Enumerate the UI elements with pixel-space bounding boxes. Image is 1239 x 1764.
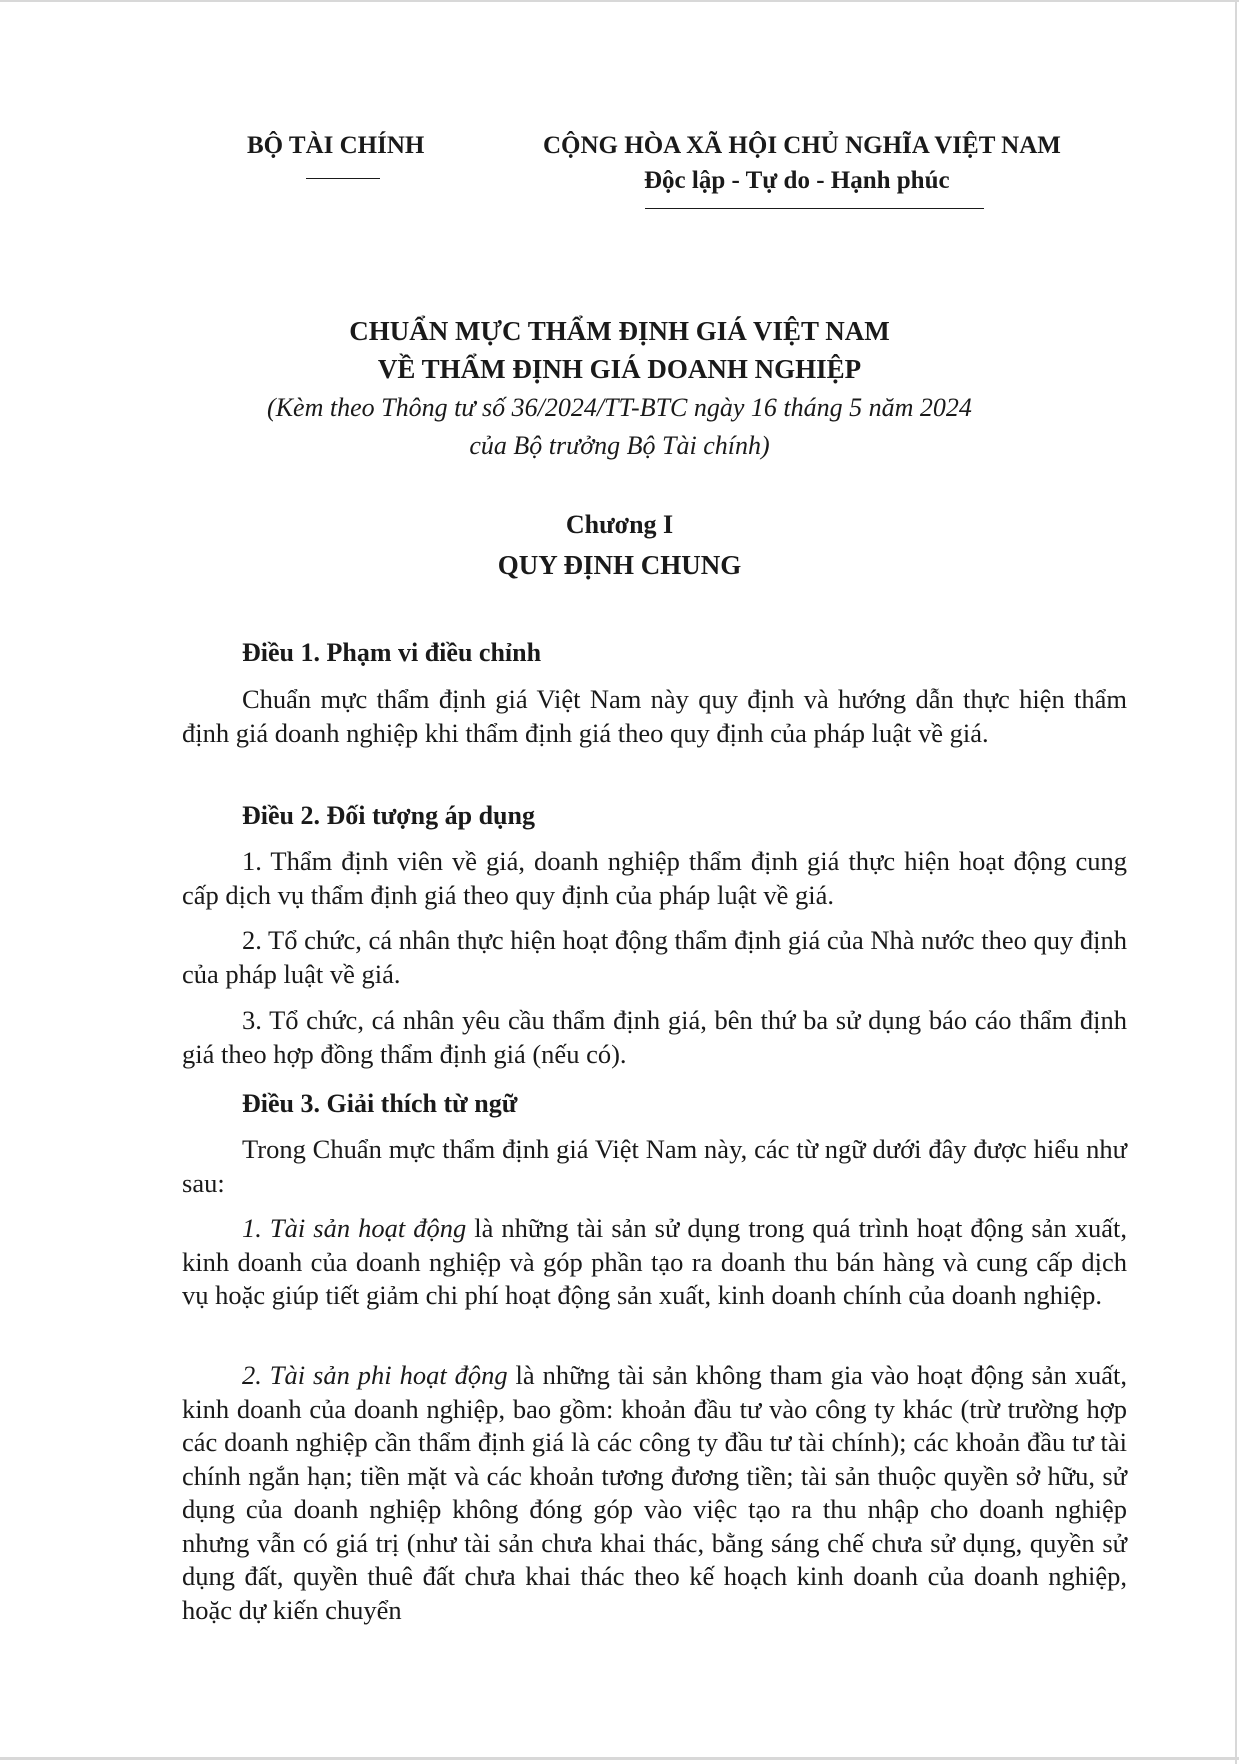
- article-1-heading: Điều 1. Phạm vi điều chỉnh: [242, 638, 542, 667]
- article-2-item-2-text: 2. Tổ chức, cá nhân thực hiện hoạt động thẩm định giá của Nhà nước theo quy định của pháp luật về giá.: [182, 925, 1127, 989]
- nation-name: CỘNG HÒA XÃ HỘI CHỦ NGHĨA VIỆT NAM: [543, 132, 1061, 159]
- article-2-item-1-text: 1. Thẩm định viên về giá, doanh nghiệp thẩm định giá thực hiện hoạt động cung cấp dịch vụ thẩm định giá theo quy định của pháp luật về giá.: [182, 846, 1127, 910]
- definition-1-term: 1. Tài sản hoạt động: [242, 1213, 467, 1243]
- article-1-paragraph: [182, 683, 1127, 750]
- article-2-heading: Điều 2. Đối tượng áp dụng: [242, 801, 535, 830]
- document-title-line1: CHUẨN MỰC THẨM ĐỊNH GIÁ VIỆT NAM: [349, 316, 890, 346]
- article-3-heading: Điều 3. Giải thích từ ngữ: [242, 1089, 518, 1118]
- ministry-name: BỘ TÀI CHÍNH: [247, 132, 425, 159]
- article-3-intro-text: Trong Chuẩn mực thẩm định giá Việt Nam này, các từ ngữ dưới đây được hiểu như sau:: [182, 1134, 1127, 1198]
- article-2-item-2: [182, 924, 1127, 991]
- definition-2-term: 2. Tài sản phi hoạt động: [242, 1360, 508, 1390]
- national-motto: Độc lập - Tự do - Hạnh phúc: [644, 167, 950, 194]
- article-2-item-3-text: 3. Tổ chức, cá nhân yêu cầu thẩm định giá, bên thứ ba sử dụng báo cáo thẩm định giá theo hợp đồng thẩm định giá (nếu có).: [182, 1005, 1127, 1069]
- definition-1-text: là những tài sản sử dụng trong quá trình hoạt động sản xuất, kinh doanh của doanh nghiệp và góp phần tạo ra doanh thu bán hàng và cung cấp dịch vụ hoặc giúp tiết giảm chi phí hoạt động sản xuất, kinh doanh chính của doanh nghiệp.: [182, 1213, 1127, 1310]
- article-3-definition-2: [182, 1359, 1127, 1627]
- definition-2-text: là những tài sản không tham gia vào hoạt động sản xuất, kinh doanh của doanh nghiệp, bao gồm: khoản đầu tư vào công ty khác (trừ trường hợp các doanh nghiệp cần thẩm định giá là các công ty đầu tư tài chính); các khoản đầu tư tài chính ngắn hạn; tiền mặt và các khoản tương đương tiền; tài sản thuộc quyền sở hữu, sử dụng của doanh nghiệp không đóng góp vào việc tạo ra thu nhập cho doanh nghiệp nhưng vẫn có giá trị (như tài sản chưa khai thác, bằng sáng chế chưa sử dụng, quyền sử dụng đất, quyền thuê đất chưa khai thác theo kế hoạch kinh doanh của doanh nghiệp, hoặc dự kiến chuyển: [182, 1360, 1127, 1625]
- document-subtitle-line1: (Kèm theo Thông tư số 36/2024/TT-BTC ngày 16 tháng 5 năm 2024: [267, 393, 972, 422]
- motto-underline: [645, 208, 984, 209]
- article-1-text: Chuẩn mực thẩm định giá Việt Nam này quy định và hướng dẫn thực hiện thẩm định giá doanh nghiệp khi thẩm định giá theo quy định của pháp luật về giá.: [182, 684, 1127, 748]
- document-subtitle-line2: của Bộ trưởng Bộ Tài chính): [469, 431, 770, 460]
- article-2-item-1: [182, 845, 1127, 912]
- article-3-intro: [182, 1133, 1127, 1200]
- scan-edge-bottom: [0, 1757, 1239, 1760]
- chapter-number: Chương I: [565, 510, 674, 539]
- chapter-name: QUY ĐỊNH CHUNG: [497, 550, 742, 580]
- document-title-line2: VỀ THẨM ĐỊNH GIÁ DOANH NGHIỆP: [377, 354, 862, 384]
- scan-edge-top: [0, 0, 1239, 2]
- article-3-definition-1: [182, 1212, 1127, 1313]
- scan-edge-right: [1235, 0, 1237, 1764]
- ministry-underline: [306, 178, 380, 179]
- article-2-item-3: [182, 1004, 1127, 1071]
